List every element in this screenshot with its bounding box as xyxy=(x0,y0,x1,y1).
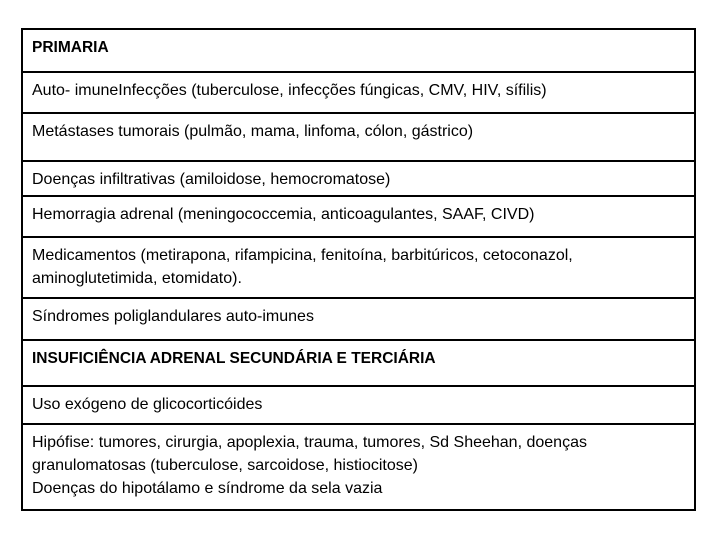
table-row: Uso exógeno de glicocorticóides xyxy=(23,387,694,425)
table-row: Hipófise: tumores, cirurgia, apoplexia, trauma, tumores, Sd Sheehan, doenças granulomatosas (tuberculose, sarcoidose, histiocitose) Doenças do hipotálamo e síndrome da sela vazia xyxy=(32,434,587,497)
causes-table xyxy=(21,28,696,511)
table-row: Medicamentos (metirapona, rifampicina, fenitoína, barbitúricos, cetoconazol, aminoglutetimida, etomidato). xyxy=(23,238,694,299)
table-row: Metástases tumorais (pulmão, mama, linfoma, cólon, gástrico) xyxy=(23,114,694,162)
table-row: Doenças infiltrativas (amiloidose, hemocromatose) xyxy=(23,162,694,197)
table-row: Auto- imuneInfecções (tuberculose, infecções fúngicas, CMV, HIV, sífilis) xyxy=(23,73,694,114)
table-header-secundaria: INSUFICIÊNCIA ADRENAL SECUNDÁRIA E TERCIÁRIA xyxy=(23,341,694,387)
table-row: Síndromes poliglandulares auto-imunes xyxy=(23,299,694,341)
table-row: Hemorragia adrenal (meningococcemia, anticoagulantes, SAAF, CIVD) xyxy=(23,197,694,238)
table-header-primaria: PRIMARIA xyxy=(23,30,694,73)
